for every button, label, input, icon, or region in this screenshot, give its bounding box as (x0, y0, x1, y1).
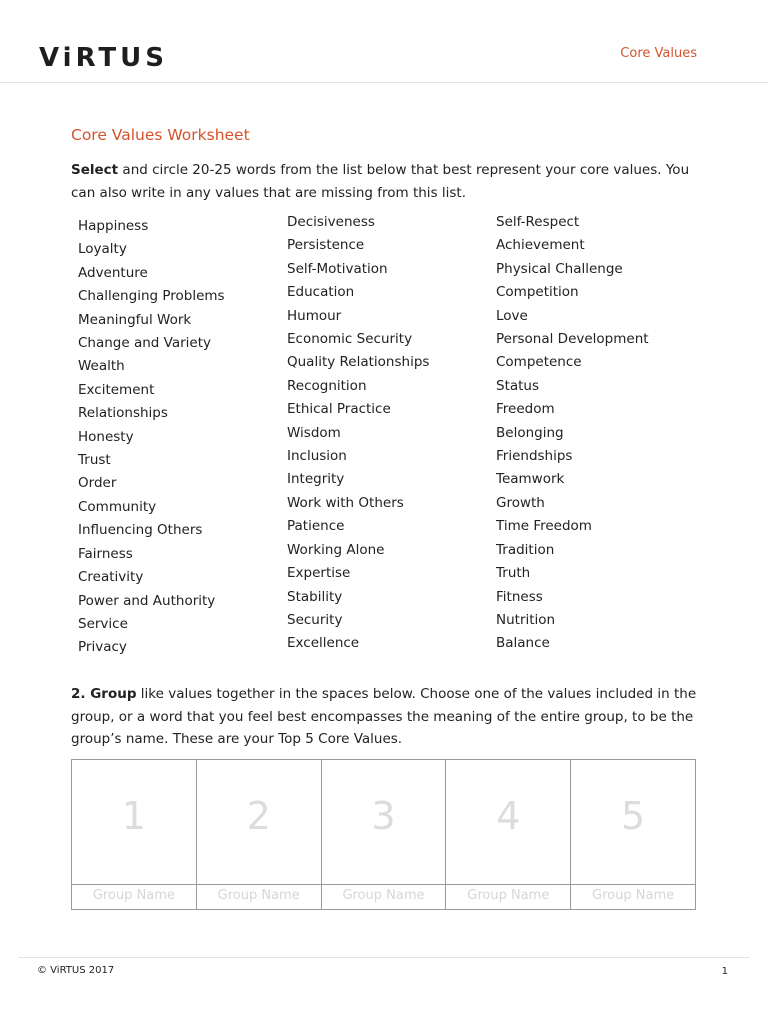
value-item[interactable]: Decisiveness (287, 214, 375, 230)
group-name-field[interactable]: Group Name (72, 884, 196, 909)
value-item[interactable]: Meaningful Work (78, 311, 192, 328)
value-item[interactable]: Recognition (287, 377, 367, 394)
value-item[interactable]: Ethical Practice (287, 401, 391, 418)
value-item[interactable]: Balance (496, 635, 550, 652)
value-item[interactable]: Self-Motivation (287, 260, 388, 277)
group-name-field[interactable]: Group Name (197, 884, 321, 909)
value-item[interactable]: Loyalty (78, 241, 127, 258)
group-name-field[interactable]: Group Name (446, 884, 570, 909)
group-name-field[interactable]: Group Name (322, 884, 446, 909)
value-item[interactable]: Physical Challenge (496, 260, 623, 277)
value-item[interactable]: Fitness (496, 588, 543, 605)
value-item[interactable]: Competition (496, 284, 579, 301)
value-item[interactable]: Achievement (496, 237, 585, 254)
value-item[interactable]: Freedom (496, 401, 555, 418)
values-column-2 (287, 211, 429, 656)
value-item[interactable]: Privacy (78, 639, 127, 656)
value-item[interactable]: Persistence (287, 237, 365, 254)
value-item[interactable]: Quality Relationships (287, 354, 430, 371)
value-item[interactable]: Tradition (496, 541, 555, 558)
core-values-link[interactable]: Core Values (620, 46, 697, 61)
value-item[interactable]: Nutrition (496, 611, 556, 628)
value-item[interactable]: Growth (496, 494, 545, 511)
value-item[interactable]: Excitement (78, 381, 155, 398)
footer-copyright: © ViRTUS 2017 (37, 965, 115, 976)
group-box-3[interactable] (322, 760, 447, 909)
value-item[interactable]: Competence (496, 354, 582, 371)
group-box-2[interactable] (197, 760, 322, 909)
value-item[interactable]: Adventure (78, 264, 148, 281)
value-item[interactable]: Influencing Others (78, 522, 203, 539)
value-item[interactable]: Time Freedom (496, 518, 592, 535)
value-item[interactable]: Happiness (78, 218, 149, 234)
value-item[interactable]: Work with Others (287, 494, 404, 511)
group-number: 1 (121, 794, 146, 838)
group-name-field[interactable]: Group Name (571, 884, 695, 909)
value-item[interactable]: Creativity (78, 569, 144, 586)
instructions-text: and circle 20-25 words from the list below that best represent your core values. You can also write in any values that are missing from this list. (71, 162, 690, 201)
value-item[interactable]: Order (78, 475, 117, 492)
values-column-3 (496, 211, 649, 656)
group-instructions (71, 683, 711, 751)
value-item[interactable]: Economic Security (287, 331, 413, 348)
value-item[interactable]: Education (287, 284, 355, 301)
group-number: 2 (246, 794, 271, 838)
virtus-logo[interactable]: ViRTUS (39, 43, 169, 73)
value-item[interactable]: Patience (287, 518, 345, 535)
value-item[interactable]: Wisdom (287, 424, 341, 441)
select-instructions (71, 159, 711, 205)
value-item[interactable]: Trust (78, 452, 111, 469)
value-item[interactable]: Expertise (287, 565, 351, 582)
group-number: 5 (620, 794, 646, 838)
values-column-1 (78, 215, 225, 660)
value-item[interactable]: Honesty (78, 428, 134, 445)
value-item[interactable]: Belonging (496, 424, 564, 441)
group-number: 3 (371, 794, 396, 838)
value-item[interactable]: Humour (287, 307, 342, 324)
value-item[interactable]: Change and Variety (78, 335, 212, 352)
value-item[interactable]: Teamwork (496, 471, 565, 488)
value-item[interactable]: Relationships (78, 405, 168, 422)
group-boxes (71, 759, 696, 910)
value-item[interactable]: Excellence (287, 635, 360, 652)
value-item[interactable]: Truth (496, 565, 531, 582)
value-item[interactable]: Self-Respect (496, 214, 580, 230)
group-instructions-text: like values together in the spaces below. Choose one of the values included in the group, or a word that you feel best encompasses the meaning of the entire group, to be the group’s name. These are your Top 5 Core Values. (71, 686, 697, 747)
value-item[interactable]: Working Alone (287, 541, 385, 558)
instructions-bold: Select (71, 162, 119, 178)
group-box-4[interactable] (446, 760, 571, 909)
value-item[interactable]: Status (496, 377, 540, 394)
value-item[interactable]: Integrity (287, 471, 345, 488)
group-number: 4 (496, 794, 521, 838)
value-item[interactable]: Friendships (496, 448, 573, 465)
value-item[interactable]: Power and Authority (78, 592, 216, 609)
worksheet-title: Core Values Worksheet (71, 126, 250, 144)
value-item[interactable]: Inclusion (287, 448, 347, 465)
group-box-1[interactable] (72, 760, 197, 909)
value-item[interactable]: Security (287, 611, 343, 628)
value-item[interactable]: Challenging Problems (78, 288, 225, 305)
page-number: 1 (721, 966, 728, 977)
footer-divider (18, 957, 750, 958)
group-box-5[interactable] (571, 760, 695, 909)
value-item[interactable]: Personal Development (496, 331, 649, 348)
group-instructions-bold: 2. Group (71, 686, 137, 702)
value-item[interactable]: Community (78, 498, 157, 515)
value-item[interactable]: Wealth (78, 358, 125, 375)
value-item[interactable]: Stability (287, 588, 343, 605)
value-item[interactable]: Fairness (78, 545, 133, 562)
page-header (0, 0, 768, 83)
value-item[interactable]: Love (496, 307, 528, 324)
value-item[interactable]: Service (78, 615, 128, 632)
